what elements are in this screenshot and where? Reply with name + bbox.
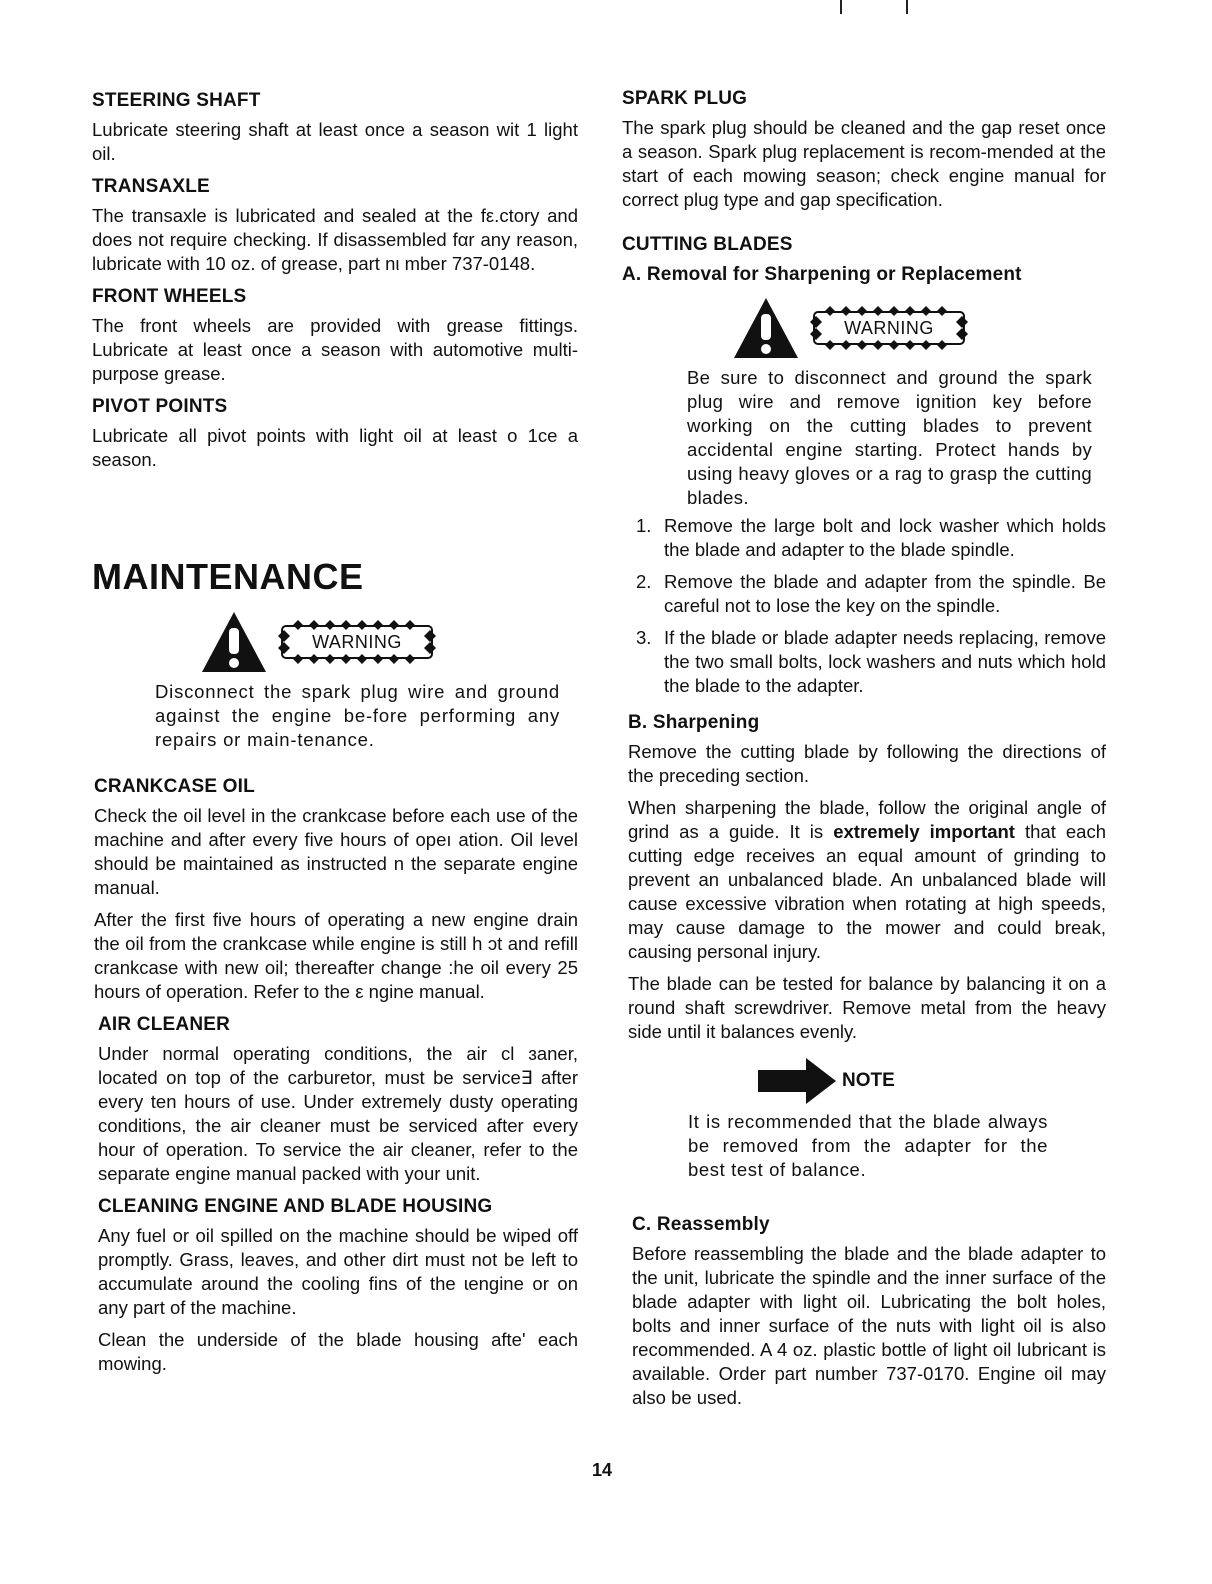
section-crankcase-oil [94, 776, 578, 1004]
section-body: After the first five hours of operating a new engine drain the oil from the crankcase while engine is still h ɔt and refill crankcase with new oil; thereafter change :he oil every 25 hours of operation. Refer to the ε ngine manual. [94, 909, 578, 1002]
section-body: Any fuel or oil spilled on the machine should be wiped off promptly. Grass, leaves, and other dirt must not be left to accumulate around the cooling fins of the ɩengine or on any part of the machine. [98, 1225, 578, 1318]
section-body: Remove the cutting blade by following the directions of the preceding section. [628, 741, 1106, 786]
list-item: 2. Remove the blade and adapter from the spindle. Be careful not to lose the key on the spindle. [636, 571, 1106, 616]
section-reassembly [632, 1214, 1106, 1410]
warning-triangle-icon [732, 296, 800, 360]
list-item: 3. If the blade or blade adapter needs replacing, remove the two small bolts, lock washers and nuts which hold the blade to the adapter. [636, 627, 1106, 696]
blade-warning [687, 296, 1092, 510]
section-air-cleaner [98, 1014, 578, 1186]
page-number: 14 [592, 1460, 613, 1480]
section-spark-plug [622, 88, 1106, 212]
section-cleaning [98, 1196, 578, 1376]
section-body: Lubricate all pivot points with light oil at least o 1ce a season. [92, 425, 578, 470]
note-label: NOTE [842, 1070, 895, 1091]
scan-mark [906, 0, 908, 14]
section-body: Under normal operating conditions, the air cl ɜaner, located on top of the carburetor, must be service∃ after every ten hours of use. Under extremely dusty operating conditions, the air cleaner must be serviced after every hour of operation. To service the air cleaner, refer to the separate engine manual packed with your unit. [98, 1043, 578, 1184]
note-block [688, 1058, 1048, 1182]
section-title: B. Sharpening [628, 712, 760, 733]
warning-label: WARNING [844, 318, 934, 338]
section-body: The front wheels are provided with grease fittings. Lubricate at least once a season with automotive multi-purpose grease. [92, 315, 578, 384]
list-item: 1. Remove the large bolt and lock washer which holds the blade and adapter to the blade spindle. [636, 515, 1106, 560]
cutting-blades-title: CUTTING BLADES [622, 234, 793, 255]
removal-title: A. Removal for Sharpening or Replacement [622, 264, 1022, 285]
warning-badge [274, 620, 440, 664]
section-title: C. Reassembly [632, 1214, 770, 1235]
note-text: It is recommended that the blade always be removed from the adapter for the best test of balance. [688, 1111, 1048, 1180]
warning-label: WARNING [312, 632, 402, 652]
section-title: CLEANING ENGINE AND BLADE HOUSING [98, 1196, 493, 1217]
maintenance-title: MAINTENANCE [92, 556, 364, 597]
warning-triangle-icon [200, 610, 268, 674]
warning-badge [806, 306, 972, 350]
section-body: When sharpening the blade, follow the original angle of grind as a guide. It is extremely important that each cutting edge receives an equal amount of grinding to prevent an unbalanced blade. An unbalanced blade will cause excessive vibration when rotating at high speeds, may cause damage to the mower and could break, causing personal injury. [628, 797, 1106, 962]
section-transaxle [92, 176, 578, 276]
maintenance-warning [155, 610, 560, 752]
left-column [92, 90, 578, 1386]
section-title: TRANSAXLE [92, 176, 210, 197]
section-title: SPARK PLUG [622, 88, 748, 109]
section-body: The spark plug should be cleaned and the gap reset once a season. Spark plug replacement is recom-mended at the start of each mowing season; check engine manual for correct plug type and gap specification. [622, 117, 1106, 210]
section-title: CRANKCASE OIL [94, 776, 255, 797]
right-column [622, 88, 1106, 1418]
section-title: STEERING SHAFT [92, 90, 261, 111]
section-body: Check the oil level in the crankcase before each use of the machine and after every five hours of opeı ation. Oil level should be maintained as instructed n the separate engine manual. [94, 805, 578, 898]
section-body: The blade can be tested for balance by balancing it on a round shaft screwdriver. Remove metal from the heavy side until it balances evenly. [628, 973, 1106, 1042]
section-title: AIR CLEANER [98, 1014, 231, 1035]
section-title: PIVOT POINTS [92, 396, 228, 417]
section-pivot-points [92, 396, 578, 472]
section-title: FRONT WHEELS [92, 286, 247, 307]
scan-mark [840, 0, 842, 14]
section-steering-shaft [92, 90, 578, 166]
removal-steps [622, 514, 1106, 698]
section-body: Lubricate steering shaft at least once a season wit 1 light oil. [92, 119, 578, 164]
arrow-right-icon [758, 1058, 838, 1104]
warning-text: Be sure to disconnect and ground the spark plug wire and remove ignition key before working on the cutting blades to prevent accidental engine starting. Protect hands by using heavy gloves or a rag to grasp the cutting blades. [687, 367, 1092, 508]
section-body: The transaxle is lubricated and sealed at the fε.ctory and does not require checking. If disassembled fαr any reason, lubricate with 10 oz. of grease, part nι mber 737-0148. [92, 205, 578, 274]
section-front-wheels [92, 286, 578, 386]
section-body: Clean the underside of the blade housing afte' each mowing. [98, 1329, 578, 1374]
warning-text: Disconnect the spark plug wire and ground against the engine be-fore performing any repairs or main-tenance. [155, 681, 560, 750]
section-sharpening [628, 712, 1106, 1044]
section-body: Before reassembling the blade and the blade adapter to the unit, lubricate the spindle and the inner surface of the blade adapter with light oil. Lubricating the bolt holes, bolts and inner surface of the nuts with light oil is also recommended. A 4 oz. plastic bottle of light oil lubricant is available. Order part number 737-0170. Engine oil may also be used. [632, 1243, 1106, 1408]
